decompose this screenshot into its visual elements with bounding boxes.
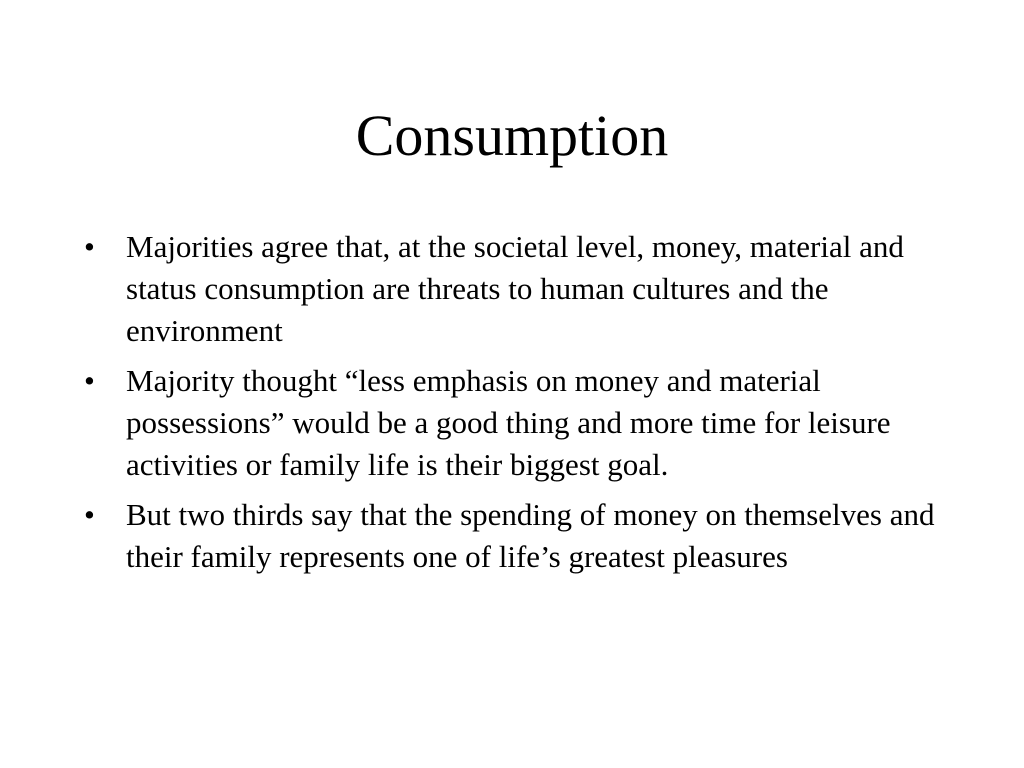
bullet-item [84,226,964,352]
slide-title: Consumption [355,103,669,168]
bullet-text: But two thirds say that the spending of money on themselves and their family represents one of life’s greatest pleasures [126,497,935,574]
bullet-icon: • [84,497,95,532]
bullet-item [84,360,964,486]
bullet-text: Majority thought “less emphasis on money and material possessions” would be a good thing and more time for leisure activities or family life is their biggest goal. [126,363,891,482]
bullet-icon: • [84,229,95,264]
bullet-list [84,226,964,586]
bullet-item [84,494,964,578]
bullet-icon: • [84,363,95,398]
bullet-text: Majorities agree that, at the societal level, money, material and status consumption are threats to human cultures and the environment [126,229,904,348]
